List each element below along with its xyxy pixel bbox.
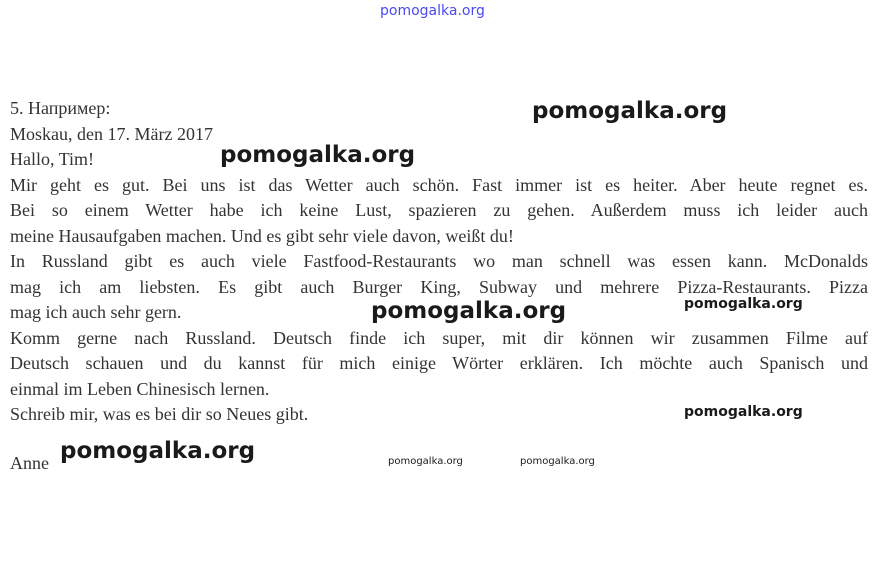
letter-heading: 5. Например: [10,98,111,118]
watermark-1: pomogalka.org [532,98,728,124]
letter-paragraph-3-line-3: einmal im Leben Chinesisch lernen. [10,378,270,399]
letter-paragraph-3-line-1: Komm gerne nach Russland. Deutsch finde ich super, mit dir können wir zusammen Filme auf [10,327,868,348]
letter-paragraph-3-line-2: Deutsch schauen und du kannst für mich einige Wörter erklären. Ich möchte auch Spanisch und [10,353,868,373]
letter-place-date: Moskau, den 17. März 2017 [10,123,213,144]
letter-signature: Anne [10,453,49,473]
letter-greeting: Hallo, Tim! [10,149,95,169]
watermark-8: pomogalka.org [520,456,595,467]
letter-text [10,96,868,428]
letter-paragraph-2-line-2: mag ich am liebsten. Es gibt auch Burger King, Subway und mehrere Pizza-Restaurants. Pizza [10,276,868,297]
letter-paragraph-1-line-2: Bei so einem Wetter habe ich keine Lust, spazieren zu gehen. Außerdem muss ich leider auch [10,200,868,220]
letter-paragraph-2-line-1: In Russland gibt es auch viele Fastfood-Restaurants wo man schnell was essen kann. McDonalds [10,251,868,271]
letter-paragraph-1-line-3: meine Hausaufgaben machen. Und es gibt sehr viele davon, weißt du! [10,225,514,246]
watermark-3: pomogalka.org [371,298,567,324]
watermark-4: pomogalka.org [684,296,803,312]
watermark-2: pomogalka.org [220,142,416,168]
watermark-7: pomogalka.org [388,456,463,467]
letter-paragraph-2-line-3: mag ich auch sehr gern. [10,302,182,322]
site-url-header: pomogalka.org [380,3,485,19]
watermark-5: pomogalka.org [684,404,803,420]
letter-paragraph-1-line-1: Mir geht es gut. Bei uns ist das Wetter auch schön. Fast immer ist es heiter. Aber heute regnet es. [10,174,868,195]
letter-paragraph-4-line-1: Schreib mir, was es bei dir so Neues gibt. [10,404,309,424]
watermark-6: pomogalka.org [60,438,256,464]
